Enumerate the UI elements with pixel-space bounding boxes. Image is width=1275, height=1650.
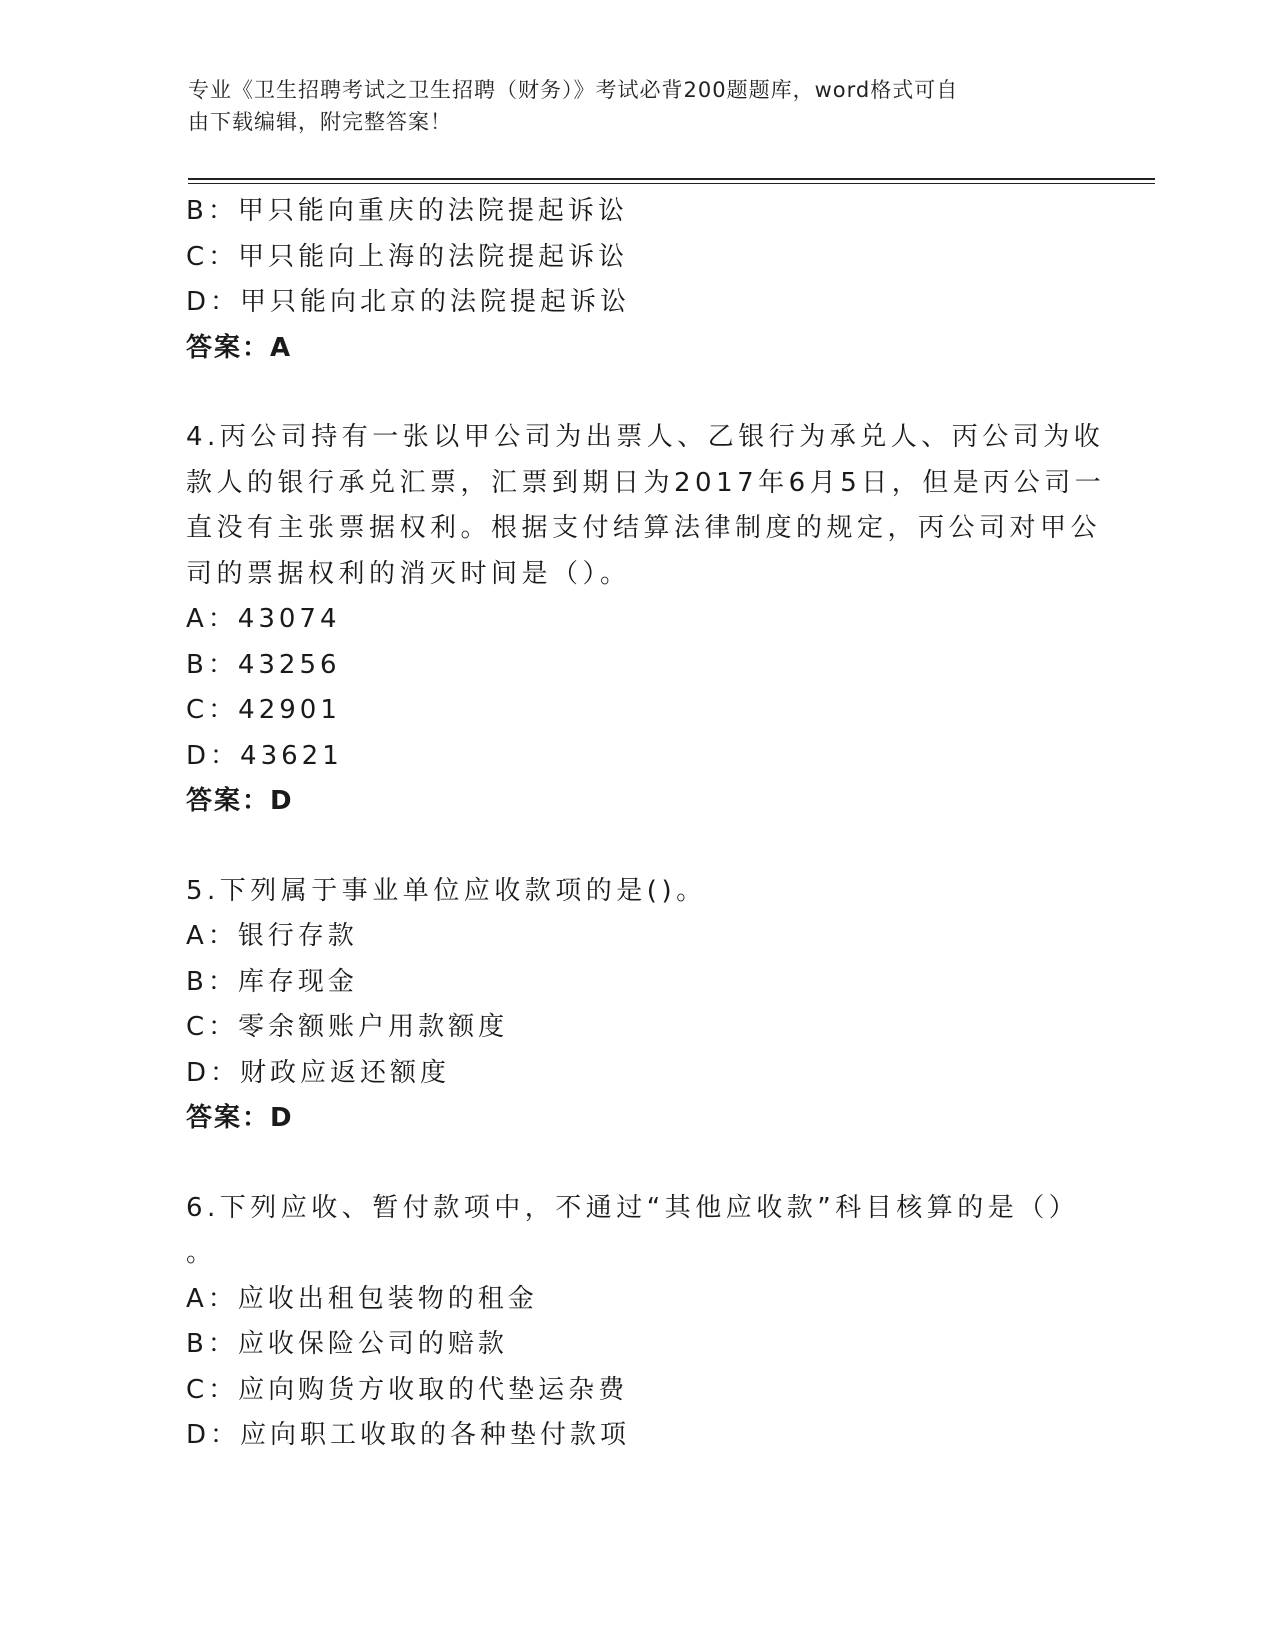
q4-stem-line-2: 款人的银行承兑汇票，汇票到期日为2017年6月5日，但是丙公司一 xyxy=(186,467,1106,498)
q3-option-b: B：甲只能向重庆的法院提起诉讼 xyxy=(186,196,628,226)
spacer xyxy=(186,825,1086,869)
q4-answer: 答案：D xyxy=(186,786,294,816)
q4-stem xyxy=(186,415,1106,597)
q6-stem xyxy=(186,1186,1086,1277)
q4-option-a: A：43074 xyxy=(186,604,341,634)
header-line-2: 由下载编辑，附完整答案！ xyxy=(188,110,452,134)
q5-answer: 答案：D xyxy=(186,1103,294,1133)
q3-option-c: C：甲只能向上海的法院提起诉讼 xyxy=(186,241,629,272)
q4-option-b: B：43256 xyxy=(186,649,341,680)
q3-answer: 答案：A xyxy=(186,332,293,363)
header-line-1: 专业《卫生招聘考试之卫生招聘（财务）》考试必背200题题库，word格式可自 xyxy=(188,78,959,102)
spacer xyxy=(186,371,1086,415)
q5-option-a: A：银行存款 xyxy=(186,921,358,951)
q5-stem xyxy=(186,869,1086,915)
q4-stem-line-3: 直没有主张票据权利。根据支付结算法律制度的规定，丙公司对甲公 xyxy=(186,513,1102,543)
q3-option-d: D：甲只能向北京的法院提起诉讼 xyxy=(186,287,631,317)
question-5 xyxy=(186,869,1086,1142)
question-3 xyxy=(186,189,1086,371)
spacer xyxy=(186,1142,1086,1186)
q4-stem-line-4: 司的票据权利的消灭时间是（）。 xyxy=(186,558,631,589)
q6-option-a: A：应收出租包装物的租金 xyxy=(186,1283,538,1314)
q6-stem-line-1: 6.下列应收、暂付款项中，不通过“其他应收款”科目核算的是（） xyxy=(186,1192,1080,1223)
q4-option-d: D：43621 xyxy=(186,740,343,771)
q5-stem-line-1: 5.下列属于事业单位应收款项的是()。 xyxy=(186,875,707,906)
question-list xyxy=(186,189,1106,1459)
q4-stem-line-1: 4.丙公司持有一张以甲公司为出票人、乙银行为承兑人、丙公司为收 xyxy=(186,422,1105,452)
page-header xyxy=(188,74,1068,138)
header-divider-thin xyxy=(188,183,1155,184)
q6-option-b: B：应收保险公司的赔款 xyxy=(186,1329,508,1359)
q5-option-d: D：财政应返还额度 xyxy=(186,1057,451,1088)
q6-stem-line-2: 。 xyxy=(186,1238,217,1268)
q5-option-c: C：零余额账户用款额度 xyxy=(186,1012,509,1042)
q5-option-b: B：库存现金 xyxy=(186,966,358,997)
q6-option-d: D：应向职工收取的各种垫付款项 xyxy=(186,1420,631,1450)
header-divider-thick xyxy=(188,178,1155,180)
q6-option-c: C：应向购货方收取的代垫运杂费 xyxy=(186,1374,629,1405)
q4-option-c: C：42901 xyxy=(186,695,341,725)
question-6 xyxy=(186,1186,1086,1459)
question-4 xyxy=(186,415,1106,825)
